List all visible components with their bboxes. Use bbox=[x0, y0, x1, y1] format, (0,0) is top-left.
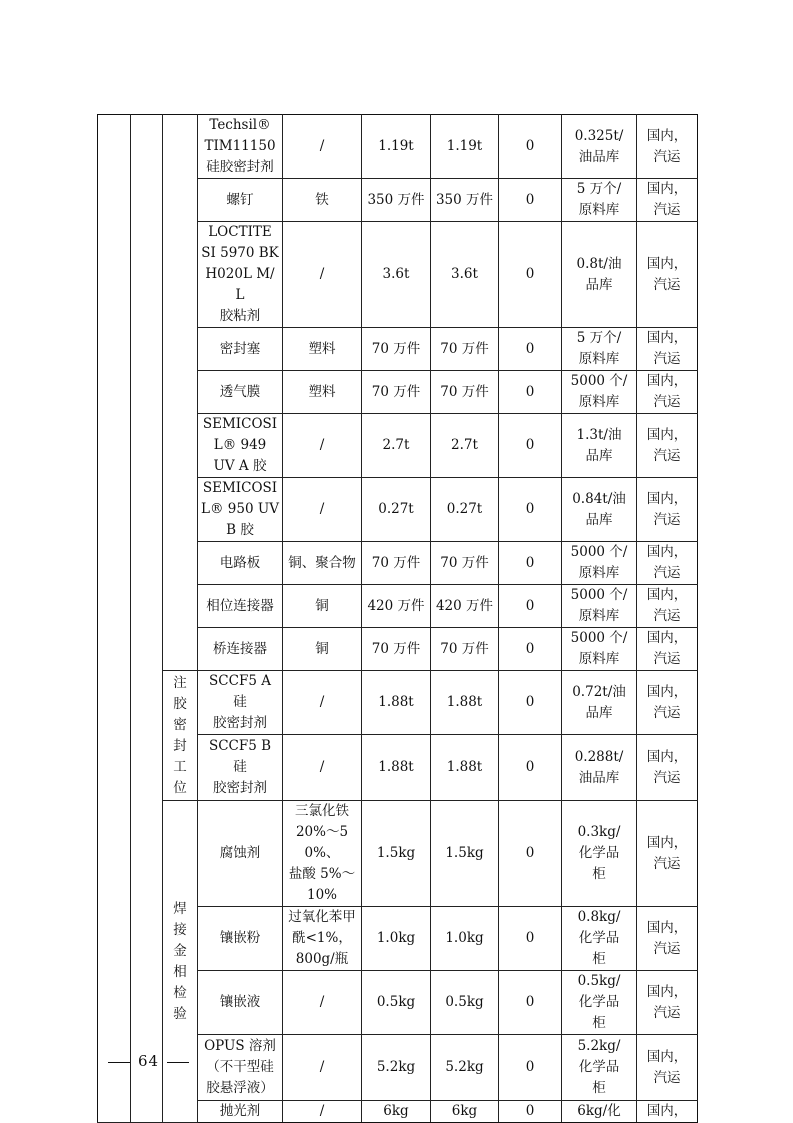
table-row bbox=[98, 671, 698, 735]
change-cell: 0 bbox=[499, 371, 562, 414]
change-cell: 0 bbox=[499, 801, 562, 907]
storage-cell: 5000 个/ 原料库 bbox=[562, 585, 637, 628]
change-cell: 0 bbox=[499, 971, 562, 1035]
storage-cell: 6kg/化 bbox=[562, 1101, 637, 1123]
item-name-cell: 电路板 bbox=[198, 542, 283, 585]
material-cell: 铜 bbox=[283, 585, 362, 628]
amount-before-cell: 0.5kg bbox=[362, 971, 431, 1035]
change-cell: 0 bbox=[499, 542, 562, 585]
amount-after-cell: 2.7t bbox=[431, 414, 499, 478]
material-cell: / bbox=[283, 671, 362, 735]
material-cell: / bbox=[283, 1035, 362, 1101]
change-cell: 0 bbox=[499, 179, 562, 222]
outer-category-cell bbox=[98, 115, 131, 1123]
transport-cell: 国内， 汽运 bbox=[637, 222, 698, 328]
transport-cell: 国内， 汽运 bbox=[637, 585, 698, 628]
item-name-cell: 相位连接器 bbox=[198, 585, 283, 628]
amount-before-cell: 70 万件 bbox=[362, 628, 431, 671]
item-name-cell: 密封塞 bbox=[198, 328, 283, 371]
change-cell: 0 bbox=[499, 1035, 562, 1101]
amount-after-cell: 5.2kg bbox=[431, 1035, 499, 1101]
storage-cell: 0.325t/ 油品库 bbox=[562, 115, 637, 179]
material-cell: / bbox=[283, 735, 362, 801]
amount-after-cell: 0.5kg bbox=[431, 971, 499, 1035]
item-name-cell: SCCF5 A 硅 胶密封剂 bbox=[198, 671, 283, 735]
amount-before-cell: 70 万件 bbox=[362, 371, 431, 414]
material-cell: 铜、聚合物 bbox=[283, 542, 362, 585]
amount-after-cell: 70 万件 bbox=[431, 328, 499, 371]
item-name-cell: SEMICOSI L® 950 UV B 胶 bbox=[198, 478, 283, 542]
change-cell: 0 bbox=[499, 585, 562, 628]
process-section-cell bbox=[163, 115, 198, 671]
transport-cell: 国内， 汽运 bbox=[637, 735, 698, 801]
table-row bbox=[98, 801, 698, 907]
transport-cell: 国内， 汽运 bbox=[637, 414, 698, 478]
material-cell: 过氧化苯甲 酰<1%， 800g/瓶 bbox=[283, 907, 362, 971]
amount-after-cell: 70 万件 bbox=[431, 371, 499, 414]
amount-before-cell: 6kg bbox=[362, 1101, 431, 1123]
amount-before-cell: 70 万件 bbox=[362, 542, 431, 585]
material-cell: 三氯化铁 20%～50%、 盐酸 5%～ 10% bbox=[283, 801, 362, 907]
item-name-cell: 螺钉 bbox=[198, 179, 283, 222]
amount-before-cell: 420 万件 bbox=[362, 585, 431, 628]
change-cell: 0 bbox=[499, 414, 562, 478]
transport-cell: 国内， 汽运 bbox=[637, 478, 698, 542]
sub-category-cell bbox=[131, 115, 163, 1123]
amount-after-cell: 0.27t bbox=[431, 478, 499, 542]
item-name-cell: 透气膜 bbox=[198, 371, 283, 414]
amount-after-cell: 1.19t bbox=[431, 115, 499, 179]
storage-cell: 5000 个/ 原料库 bbox=[562, 542, 637, 585]
page-number-text: 64 bbox=[138, 1052, 160, 1070]
right-dash bbox=[167, 1062, 189, 1063]
item-name-cell: 镶嵌粉 bbox=[198, 907, 283, 971]
amount-after-cell: 1.88t bbox=[431, 735, 499, 801]
item-name-cell: 桥连接器 bbox=[198, 628, 283, 671]
amount-after-cell: 420 万件 bbox=[431, 585, 499, 628]
amount-after-cell: 6kg bbox=[431, 1101, 499, 1123]
amount-before-cell: 5.2kg bbox=[362, 1035, 431, 1101]
section-label-welding bbox=[163, 801, 198, 1123]
amount-before-cell: 0.27t bbox=[362, 478, 431, 542]
change-cell: 0 bbox=[499, 328, 562, 371]
item-name-cell: 腐蚀剂 bbox=[198, 801, 283, 907]
transport-cell: 国内， 汽运 bbox=[637, 115, 698, 179]
change-cell: 0 bbox=[499, 478, 562, 542]
storage-cell: 0.3kg/ 化学品 柜 bbox=[562, 801, 637, 907]
amount-before-cell: 1.88t bbox=[362, 735, 431, 801]
material-cell: 铜 bbox=[283, 628, 362, 671]
amount-before-cell: 1.88t bbox=[362, 671, 431, 735]
transport-cell: 国内， 汽运 bbox=[637, 542, 698, 585]
amount-before-cell: 2.7t bbox=[362, 414, 431, 478]
amount-before-cell: 350 万件 bbox=[362, 179, 431, 222]
storage-cell: 0.72t/油 品库 bbox=[562, 671, 637, 735]
item-name-cell: OPUS 溶剂 （不干型硅 胶悬浮液） bbox=[198, 1035, 283, 1101]
amount-after-cell: 350 万件 bbox=[431, 179, 499, 222]
storage-cell: 5000 个/ 原料库 bbox=[562, 371, 637, 414]
amount-before-cell: 1.19t bbox=[362, 115, 431, 179]
change-cell: 0 bbox=[499, 735, 562, 801]
material-cell: / bbox=[283, 115, 362, 179]
amount-before-cell: 70 万件 bbox=[362, 328, 431, 371]
amount-after-cell: 1.88t bbox=[431, 671, 499, 735]
section-label-text: 注胶密封工位 bbox=[173, 674, 187, 796]
amount-after-cell: 1.0kg bbox=[431, 907, 499, 971]
change-cell: 0 bbox=[499, 907, 562, 971]
left-dash bbox=[108, 1062, 130, 1063]
storage-cell: 5 万个/ 原料库 bbox=[562, 179, 637, 222]
transport-cell: 国内， 汽运 bbox=[637, 628, 698, 671]
amount-after-cell: 70 万件 bbox=[431, 542, 499, 585]
storage-cell: 5000 个/ 原料库 bbox=[562, 628, 637, 671]
storage-cell: 0.8kg/ 化学品 柜 bbox=[562, 907, 637, 971]
transport-cell: 国内， 汽运 bbox=[637, 907, 698, 971]
storage-cell: 5.2kg/ 化学品 柜 bbox=[562, 1035, 637, 1101]
material-cell: / bbox=[283, 971, 362, 1035]
item-name-cell: SCCF5 B 硅 胶密封剂 bbox=[198, 735, 283, 801]
item-name-cell: SEMICOSI L® 949 UV A 胶 bbox=[198, 414, 283, 478]
transport-cell: 国内， 汽运 bbox=[637, 1035, 698, 1101]
material-cell: / bbox=[283, 478, 362, 542]
item-name-cell: Techsil® TIM11150 硅胶密封剂 bbox=[198, 115, 283, 179]
section-label-text: 焊接金相检验 bbox=[173, 900, 187, 1022]
transport-cell: 国内， 汽运 bbox=[637, 179, 698, 222]
change-cell: 0 bbox=[499, 628, 562, 671]
storage-cell: 0.84t/油 品库 bbox=[562, 478, 637, 542]
item-name-cell: LOCTITE SI 5970 BK H020L M/L 胶粘剂 bbox=[198, 222, 283, 328]
section-label-injection bbox=[163, 671, 198, 801]
change-cell: 0 bbox=[499, 222, 562, 328]
materials-table bbox=[97, 114, 698, 1123]
amount-after-cell: 70 万件 bbox=[431, 628, 499, 671]
material-cell: 铁 bbox=[283, 179, 362, 222]
item-name-cell: 抛光剂 bbox=[198, 1101, 283, 1123]
storage-cell: 0.5kg/ 化学品 柜 bbox=[562, 971, 637, 1035]
change-cell: 0 bbox=[499, 115, 562, 179]
material-cell: 塑料 bbox=[283, 328, 362, 371]
transport-cell: 国内， 汽运 bbox=[637, 371, 698, 414]
amount-after-cell: 3.6t bbox=[431, 222, 499, 328]
transport-cell: 国内， 汽运 bbox=[637, 671, 698, 735]
material-cell: 塑料 bbox=[283, 371, 362, 414]
page-number bbox=[100, 1052, 197, 1070]
material-cell: / bbox=[283, 414, 362, 478]
item-name-cell: 镶嵌液 bbox=[198, 971, 283, 1035]
amount-before-cell: 1.5kg bbox=[362, 801, 431, 907]
transport-cell: 国内， 汽运 bbox=[637, 971, 698, 1035]
change-cell: 0 bbox=[499, 1101, 562, 1123]
amount-before-cell: 1.0kg bbox=[362, 907, 431, 971]
change-cell: 0 bbox=[499, 671, 562, 735]
amount-before-cell: 3.6t bbox=[362, 222, 431, 328]
transport-cell: 国内， bbox=[637, 1101, 698, 1123]
table-row bbox=[98, 115, 698, 179]
storage-cell: 5 万个/ 原料库 bbox=[562, 328, 637, 371]
material-cell: / bbox=[283, 1101, 362, 1123]
storage-cell: 0.288t/ 油品库 bbox=[562, 735, 637, 801]
storage-cell: 0.8t/油 品库 bbox=[562, 222, 637, 328]
material-cell: / bbox=[283, 222, 362, 328]
amount-after-cell: 1.5kg bbox=[431, 801, 499, 907]
transport-cell: 国内， 汽运 bbox=[637, 328, 698, 371]
storage-cell: 1.3t/油 品库 bbox=[562, 414, 637, 478]
transport-cell: 国内， 汽运 bbox=[637, 801, 698, 907]
